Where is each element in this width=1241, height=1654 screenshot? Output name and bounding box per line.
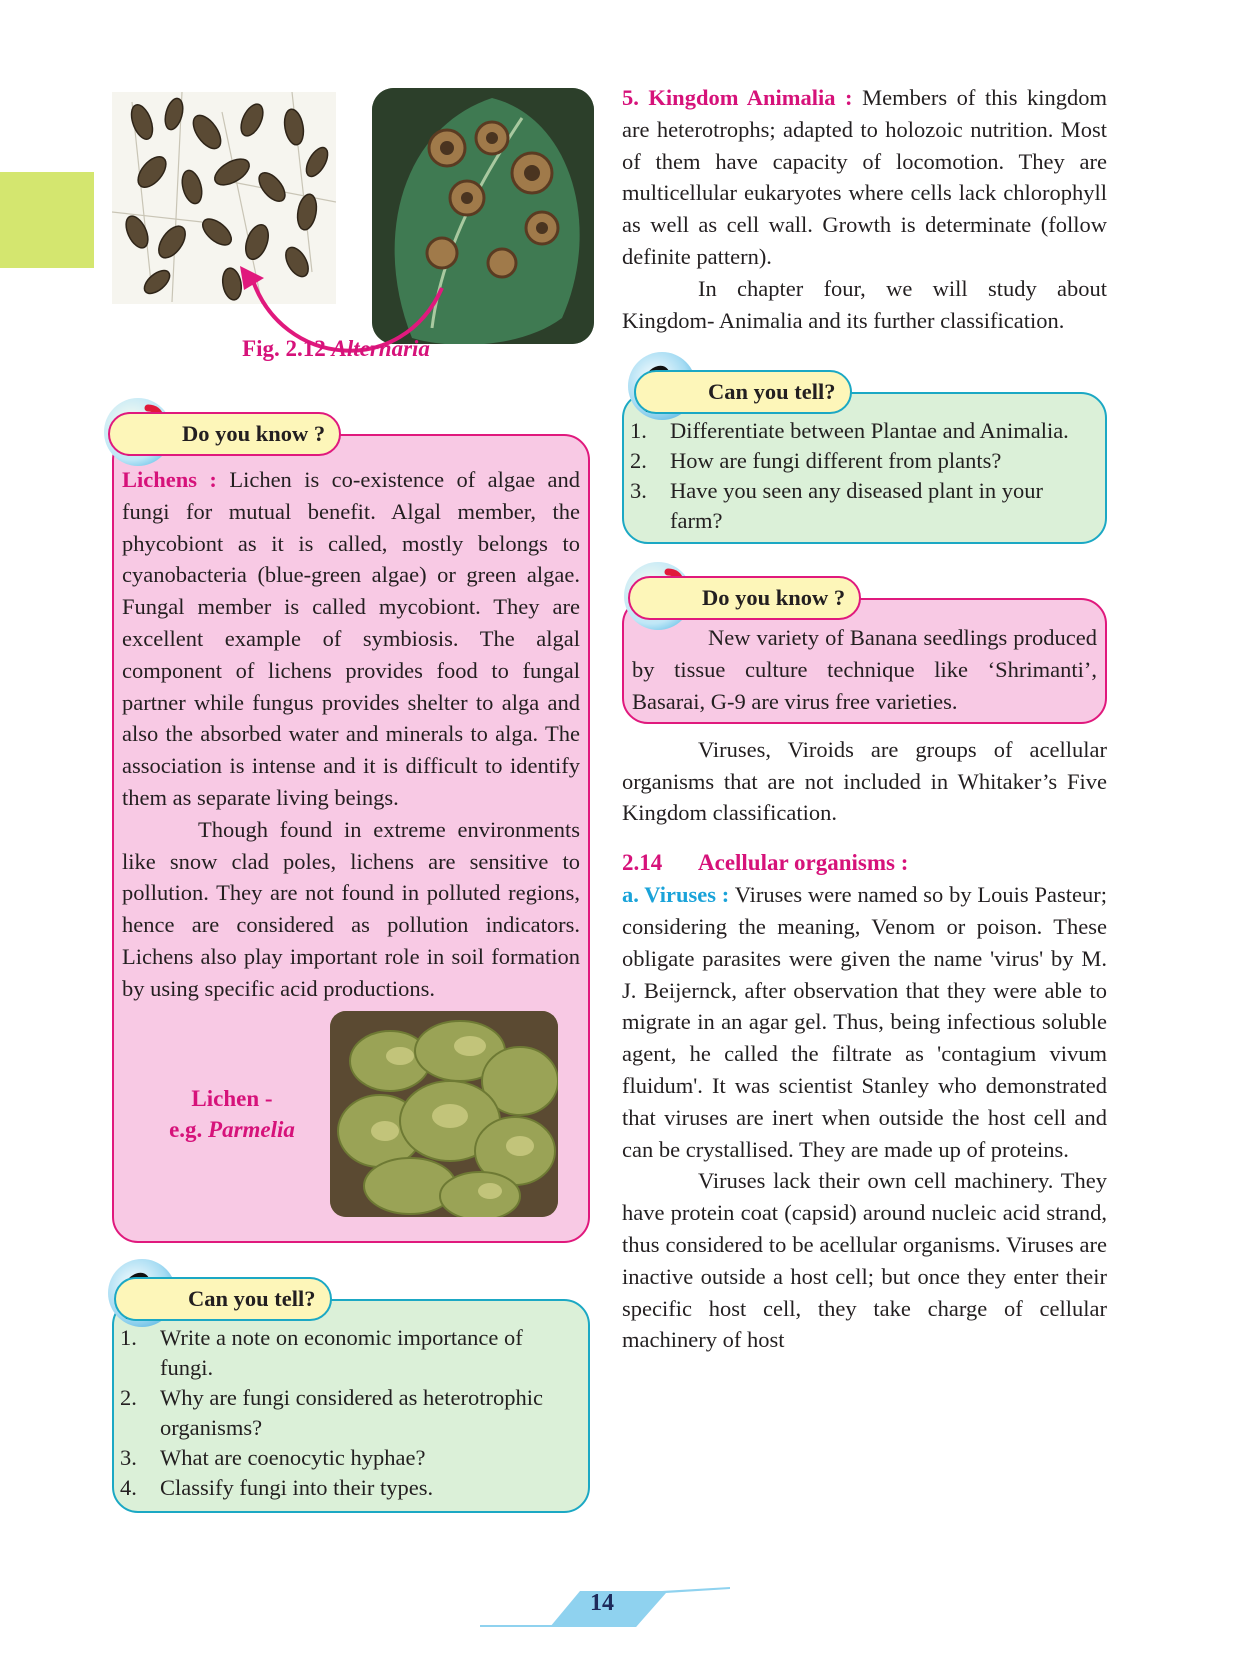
viruses-paragraph-2: Viruses lack their own cell machinery. They have protein coat (capsid) around nucleic acid strand, thus considered to be acellular organisms. Viruses are inactive outside a host cell; but once they enter their specific host cell, they take charge of cellular machinery of host: [622, 1168, 1107, 1353]
list-item: [630, 416, 1097, 446]
viruses-paragraph-1: [622, 879, 1107, 1165]
know-box-banana: [622, 564, 1107, 723]
tell-box-tag-label: Can you tell?: [188, 1285, 316, 1311]
lichens-paragraph-2: Though found in extreme environments like snow clad poles, lichens are sensitive to pollution. They are not found in polluted regions, hence are considered as pollution indicators. Lichens also play important role in soil formation by using specific acid productions.: [122, 816, 580, 1001]
section-title: Acellular organisms :: [698, 850, 909, 876]
lichen-photo: [330, 1011, 558, 1217]
lichen-figure: [122, 1009, 580, 1231]
section-number: 2.14: [622, 850, 663, 876]
list-item-text: Classify fungi into their types.: [160, 1474, 434, 1500]
lichens-text-1: Lichen is co-existence of algae and fungi for mutual benefit. Algal member, the phycobiont as it is called, mostly belongs to cyanobacteria (blue-green algae) or green algae. Fungal member is called mycobiont. They are excellent example of symbiosis. The algal component of lichens provides food to fungal partner while fungus provides shelter to alga and also the absorbed water and minerals to alga. The association is intense and it is difficult to identify them as separate living beings.: [122, 467, 580, 810]
lichens-term: Lichens :: [122, 467, 217, 492]
animalia-heading: 5. Kingdom Animalia :: [622, 85, 853, 110]
list-item: [120, 1443, 580, 1473]
list-item: [630, 476, 1097, 536]
tell-box-tag: [114, 1277, 332, 1321]
figure-alternaria: [112, 88, 590, 380]
lichen-caption: [142, 1083, 322, 1145]
list-item-text: How are fungi different from plants?: [670, 448, 1002, 474]
viruses-intro-paragraph: Viruses, Viroids are groups of acellular organisms that are not included in Whitaker’s Five Kingdom classification.: [622, 736, 1107, 826]
lichen-caption-line: Lichen -: [191, 1085, 273, 1111]
know-box-tag: [628, 576, 861, 620]
list-item-text: Have you seen any diseased plant in your farm?: [670, 478, 1044, 534]
lichens-paragraph-1: [122, 464, 580, 814]
left-column: [112, 88, 590, 1513]
viruses-label: a. Viruses :: [622, 882, 730, 908]
lichen-caption-eg: e.g.: [169, 1116, 203, 1142]
tell-question-list: [630, 416, 1097, 536]
list-item: [120, 1323, 580, 1383]
list-item: [120, 1383, 580, 1443]
list-item-text: Why are fungi considered as heterotrophic organisms?: [160, 1384, 543, 1440]
list-item-number: 2.: [630, 448, 647, 474]
figure-caption: [112, 336, 590, 362]
figure-number: Fig. 2.12: [242, 336, 326, 361]
chapter-side-tab: [0, 172, 94, 268]
know-box-tag-label: Do you know ?: [702, 585, 846, 611]
list-item-number: 3.: [120, 1444, 137, 1470]
list-item-text: What are coenocytic hyphae?: [160, 1444, 426, 1470]
tell-box-fungi: [112, 1265, 590, 1513]
list-item: [120, 1473, 580, 1503]
tell-box-tag: [634, 370, 852, 414]
page-number: 14: [590, 1590, 614, 1616]
animalia-text: Members of this kingdom are heterotrophs; adapted to holozoic nutrition. Most of them have capacity of locomotion. They are multicellular eukaryotes where cells lack chlorophyll as well as cell wall. Growth is determinate (follow definite pattern).: [622, 85, 1108, 269]
page-number-badge: [480, 1585, 735, 1629]
right-column: [622, 82, 1107, 1356]
know-box-body: [112, 434, 590, 1243]
tell-question-list: [120, 1323, 580, 1503]
know-box-lichens: [112, 400, 590, 1243]
list-item-number: 2.: [120, 1384, 137, 1410]
viruses-text-1: Viruses were named so by Louis Pasteur; considering the meaning, Venom or poison. These obligate parasites were given the name 'virus' by M. J. Beijernck, after observation that they were able to migrate in an agar gel. Thus, being infectious soluble agent, he called the filtrate as 'contagium vivum fluidum'. It was scientist Stanley who demonstrated that viruses are inert when outside the host cell and can be crystallised. They are made up of proteins.: [622, 882, 1107, 1162]
list-item: [630, 446, 1097, 476]
tell-box-plantae: [622, 358, 1107, 544]
lichen-caption-name: Parmelia: [208, 1116, 295, 1142]
list-item-text: Differentiate between Plantae and Animalia.: [670, 418, 1069, 444]
tell-box-body: [112, 1299, 590, 1513]
tell-box-tag-label: Can you tell?: [708, 379, 836, 405]
figure-name: Alternaria: [331, 336, 430, 361]
animalia-paragraph: [622, 82, 1107, 273]
list-item-number: 3.: [630, 478, 647, 504]
list-item-number: 1.: [630, 418, 647, 444]
section-heading: [622, 847, 1107, 879]
banana-paragraph: New variety of Banana seedlings produced by tissue culture technique like ‘Shrimanti’, Basarai, G-9 are virus free varieties.: [632, 625, 1097, 714]
list-item-number: 4.: [120, 1474, 137, 1500]
know-box-tag-label: Do you know ?: [182, 421, 326, 446]
know-box-tag: [108, 412, 341, 456]
animalia-paragraph-2: In chapter four, we will study about Kingdom- Animalia and its further classification.: [622, 275, 1107, 333]
list-item-number: 1.: [120, 1324, 137, 1350]
list-item-text: Write a note on economic importance of fungi.: [160, 1324, 523, 1380]
